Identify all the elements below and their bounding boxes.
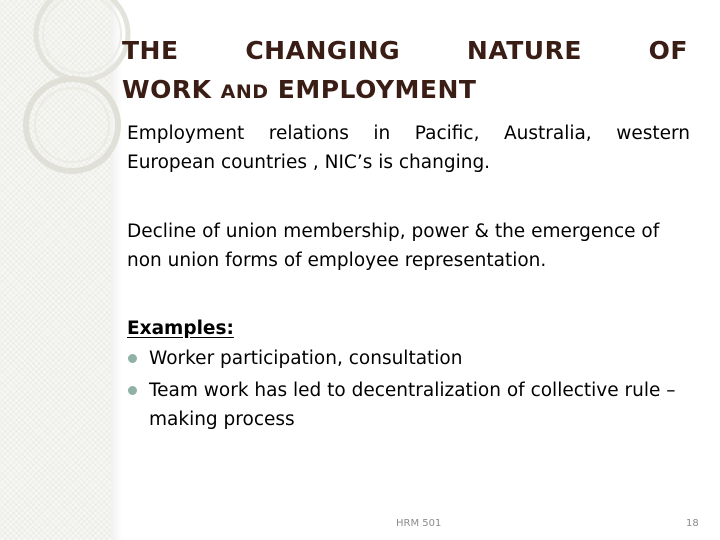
list-item-text: Worker participation, consultation: [149, 348, 463, 369]
ring-lower-outer: [26, 79, 118, 171]
title-line-2: [122, 70, 688, 112]
list-item: [127, 344, 697, 373]
ring-upper-inner: [43, 0, 121, 73]
title-word-and: AND: [220, 81, 269, 103]
bullet-dot-icon: [128, 354, 137, 363]
bullet-dot-icon: [128, 386, 137, 395]
title-word-work: WORK: [122, 75, 221, 104]
slide-title: [122, 31, 688, 112]
paragraph-union-decline: Decline of union membership, power & the emergence of non union forms of employee representation.: [127, 221, 660, 271]
page-number: 18: [686, 518, 699, 529]
list-item: [127, 376, 697, 434]
ring-lower-inner: [35, 88, 109, 162]
list-item-text: Team work has led to decentralization of collective rule – making process: [149, 380, 676, 430]
paragraph-employment-relations: Employment relations in Pacific, Australia, western European countries , NIC’s is changing.: [127, 123, 690, 173]
examples-list: [127, 344, 697, 437]
title-word-employment: EMPLOYMENT: [268, 75, 477, 104]
examples-heading: Examples:: [127, 318, 234, 339]
footer-course-code: HRM 501: [396, 518, 442, 529]
title-line-1: THE CHANGING NATURE OF: [122, 36, 688, 65]
